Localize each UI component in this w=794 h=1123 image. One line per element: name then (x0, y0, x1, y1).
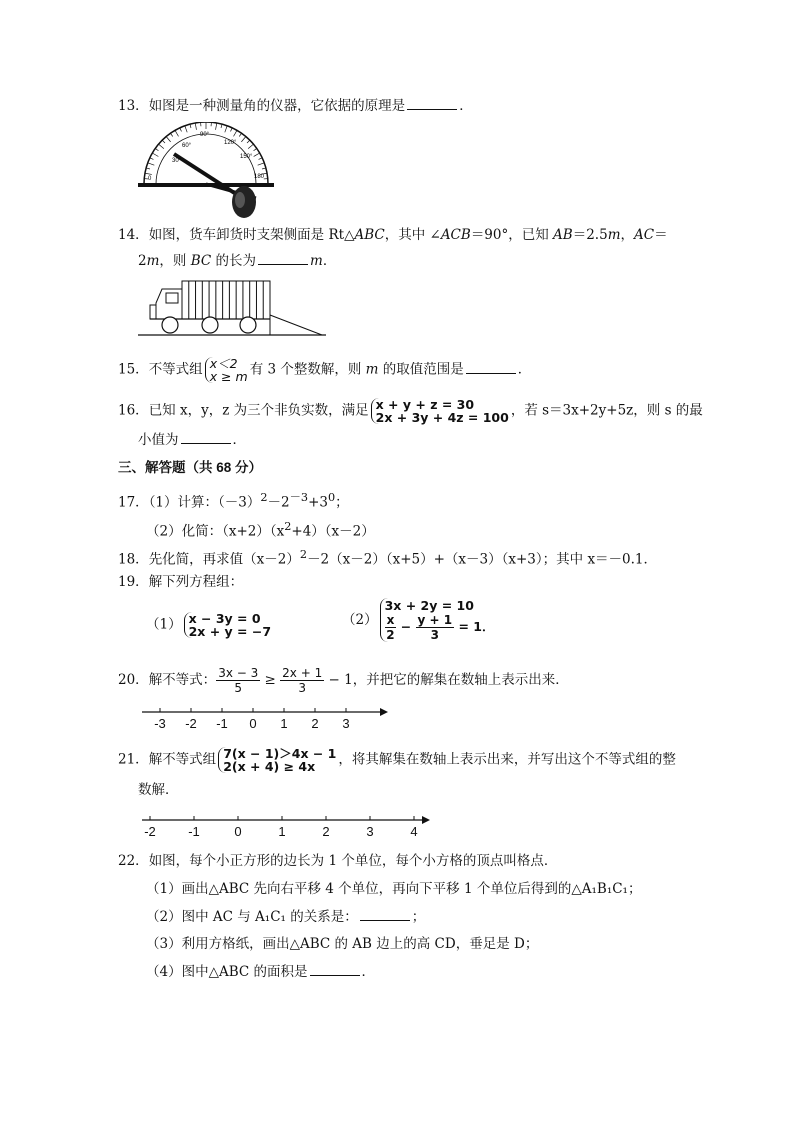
question-21 (118, 747, 676, 773)
q16-text-l2: 小值为 (138, 432, 179, 448)
q20-frac2-num: 2x + 1 (282, 666, 323, 680)
question-21-line-2: 数解． (138, 782, 179, 798)
q13-end: ． (459, 98, 473, 114)
q16-end: ． (232, 432, 246, 448)
q21-system (218, 747, 336, 773)
q17-sup2: －3 (289, 491, 309, 504)
question-22-part-2 (146, 907, 425, 927)
protractor-tick (254, 148, 257, 150)
q19-p1-eq1: x − 3y = 0 (188, 611, 261, 626)
q21-eq2: 2(x + 4) ≥ 4x (223, 759, 316, 774)
axis-tick-label: -3 (154, 716, 166, 731)
question-22-part-3: （3）利用方格纸，画出△ABC 的 AB 边上的高 CD，垂足是 D； (146, 936, 539, 952)
protractor-tick (162, 140, 165, 143)
protractor-tick (185, 126, 187, 133)
q19-p1-system (184, 612, 271, 638)
q17-number: 17． (118, 494, 149, 511)
q18-text-b: －2（x－2）（x+5）+（x－3）（x+3）；其中 x＝－0.1． (307, 551, 658, 568)
q19-p2-frac2 (416, 613, 455, 642)
q14-text-2e: 的长为 (211, 253, 257, 269)
protractor-tick (258, 163, 265, 165)
q14-m3: m (310, 253, 323, 269)
number-line-20 (140, 700, 390, 736)
protractor-figure (136, 122, 276, 222)
q22-p2-end: ； (411, 909, 426, 925)
protractor-tick (247, 140, 250, 143)
protractor-tick (190, 124, 191, 128)
q16-text-a: 已知 x，y，z 为三个非负实数，满足 (148, 402, 369, 419)
protractor-tick (216, 123, 217, 130)
q14-text-2c: ，则 (159, 253, 191, 269)
protractor-tick (175, 130, 179, 136)
protractor-tick (155, 148, 158, 150)
question-20 (118, 666, 569, 695)
q16-system (371, 398, 509, 424)
axis-tick-label: 0 (234, 824, 242, 839)
q15-system (205, 357, 248, 383)
q17-p1b: －2 (267, 494, 290, 511)
q19-text: 解下列方程组： (148, 574, 244, 590)
q16-blank (181, 431, 231, 444)
question-16 (118, 398, 703, 424)
question-18 (118, 545, 657, 570)
q22-p4-text: （4）图中△ABC 的面积是 (146, 964, 308, 980)
protractor-label-180: 180 (254, 174, 265, 180)
q15-eq2: x ≥ m (209, 369, 248, 384)
q20-text-a: 解不等式： (148, 672, 217, 688)
axis-tick-label: -2 (185, 716, 197, 731)
q15-number: 15． (118, 361, 149, 378)
section-3-heading: 三、解答题（共 68 分） (118, 460, 263, 475)
question-14-line-1 (118, 225, 668, 245)
question-19 (118, 572, 243, 592)
axis-tick-label: 1 (278, 824, 286, 839)
axis-tick-label: -1 (216, 716, 228, 731)
question-14-line-2 (138, 251, 336, 271)
protractor-label-0: 0 (148, 176, 152, 182)
protractor-tick (254, 153, 260, 157)
q19-p2-frac1 (385, 613, 397, 642)
q19-p2-frac1-num: x (386, 613, 395, 627)
q17-sup3: 0 (327, 491, 336, 504)
q22-p2-text: （2）图中 AC 与 A₁C₁ 的关系是： (146, 909, 358, 925)
number-line-21 (140, 812, 435, 842)
axis-tick-label: -2 (144, 824, 156, 839)
q14-two: 2 (138, 253, 147, 269)
q20-text-b: − 1，并把它的解集在数轴上表示出来． (328, 672, 569, 688)
q14-ac: AC (634, 227, 655, 243)
q22-text: 如图，每个小正方形的边长为 1 个单位，每个小方格的顶点叫格点． (148, 853, 558, 869)
protractor-label-30: 30° (172, 158, 182, 164)
q14-end: ． (322, 253, 337, 269)
question-19-part-1 (146, 612, 273, 638)
protractor-tick (231, 128, 233, 132)
protractor-label-60: 60° (182, 143, 192, 149)
q20-frac1-num: 3x − 3 (218, 666, 259, 680)
q14-bc: BC (190, 253, 212, 269)
protractor-tick (248, 144, 253, 148)
q15-text-a: 不等式组 (148, 361, 203, 378)
q13-blank (407, 97, 457, 110)
protractor-tick (241, 137, 245, 142)
axis-tick-label: 1 (280, 716, 288, 731)
q15-text-c: 的取值范围是 (378, 361, 464, 378)
question-22 (118, 851, 557, 871)
q17-p2: （2）化简：（x+2）（x (146, 523, 285, 540)
q17-p2b: +4）（x－2） (291, 523, 375, 540)
q17-p2sup: 2 (284, 520, 292, 533)
q22-p4-end: ． (361, 964, 376, 980)
q16-number: 16． (118, 402, 149, 419)
q19-p2-system: 3x + 2y = 10 $\frac{x}{2}$ − $\frac{y + 1}{3}$ = 1． (380, 598, 495, 642)
q20-frac2 (280, 666, 324, 695)
q14-ab: AB (553, 227, 573, 243)
q19-p2-label: （2） (342, 612, 378, 628)
protractor-label-150: 150° (240, 154, 253, 160)
question-19-part-2 (342, 598, 497, 642)
q21-text-a: 解不等式组 (148, 751, 217, 768)
q14-number: 14． (118, 227, 149, 243)
q21-text-b: ，将其解集在数轴上表示出来，并写出这个不等式组的整 (338, 751, 676, 768)
q14-text-g: ＝2.5 (572, 227, 608, 243)
q14-blank (258, 252, 308, 265)
q13-text: 如图是一种测量角的仪器，它依据的原理是 (148, 98, 406, 114)
q14-acb: ACB (440, 227, 471, 243)
q16-text-b: ，若 s＝3x+2y+5z，则 s 的最 (510, 402, 703, 419)
q19-p2-rhs: = 1． (458, 619, 495, 634)
q14-m1: m (607, 227, 621, 243)
question-17-part-1 (118, 488, 349, 513)
q16-eq2: 2x + 3y + 4z = 100 (375, 410, 509, 425)
q18-text-a: 先化简，再求值（x－2） (148, 551, 300, 568)
question-22-part-4 (146, 962, 375, 982)
q20-frac1-den: 5 (234, 681, 243, 695)
q19-p2-frac2-num: y + 1 (417, 613, 453, 627)
q14-text-a: 如图，货车卸货时支架侧面是 Rt△ (148, 227, 355, 243)
q15-end: ． (517, 361, 532, 378)
protractor-tick (225, 126, 227, 133)
q21-number: 21． (118, 751, 149, 768)
q19-number: 19． (118, 574, 149, 590)
protractor-tick (148, 163, 155, 165)
question-16-line-2 (138, 430, 246, 450)
q13-number: 13． (118, 98, 149, 114)
axis-tick-label: 2 (322, 824, 330, 839)
protractor-tick (145, 173, 152, 174)
question-13 (118, 96, 473, 116)
protractor-tick (170, 133, 172, 136)
protractor-tick (262, 168, 266, 169)
question-22-part-1: （1）画出△ABC 先向右平移 4 个单位，再向下平移 1 个单位后得到的△A₁B₁C₁； (146, 881, 642, 897)
axis-tick-label: 0 (249, 716, 257, 731)
axis-tick-label: 3 (366, 824, 374, 839)
question-17-part-2 (146, 517, 375, 542)
truck-figure (138, 279, 328, 341)
q14-text-i: ， (620, 227, 635, 243)
protractor-tick (180, 128, 182, 132)
protractor-tick (166, 137, 170, 142)
q19-p1-eq2: 2x + y = −7 (188, 624, 272, 639)
q19-p1-label: （1） (146, 616, 182, 633)
q22-p4-blank (310, 963, 360, 976)
q17-sup1: 2 (260, 491, 268, 504)
q14-text-e: ＝90°，已知 (470, 227, 554, 243)
protractor-label-120: 120° (224, 140, 237, 146)
q14-m2: m (146, 253, 160, 269)
q15-blank (466, 361, 516, 374)
q20-number: 20． (118, 672, 149, 688)
protractor-tick (234, 130, 238, 136)
axis-tick-label: 3 (342, 716, 350, 731)
protractor-tick (152, 153, 158, 157)
q15-eq1: x＜2 (209, 356, 238, 371)
protractor-tick (159, 144, 164, 148)
q14-abc: ABC (354, 227, 385, 243)
question-15 (118, 357, 531, 383)
axis-tick-label: 4 (410, 824, 418, 839)
q16-eq1: x + y + z = 30 (375, 397, 475, 412)
protractor-tick (195, 123, 196, 130)
q19-p2-eq1: 3x + 2y = 10 (384, 598, 474, 613)
protractor-tick (150, 158, 154, 160)
q14-text-k: ＝ (654, 227, 668, 243)
protractor-tick (221, 124, 222, 128)
q20-frac1 (216, 666, 260, 695)
q15-m: m (365, 361, 379, 378)
q19-p2-frac2-den: 3 (430, 628, 439, 642)
q17-p1d: ； (335, 494, 349, 511)
q22-number: 22． (118, 853, 149, 869)
q17-p1: （1）计算：（－3） (148, 494, 261, 511)
axis-tick-label: -1 (188, 824, 200, 839)
q14-text-c: ，其中 ∠ (384, 227, 441, 243)
q17-p1c: +3 (308, 494, 328, 511)
protractor-tick (146, 168, 150, 169)
axis-tick-label: 2 (311, 716, 319, 731)
q19-p2-frac1-den: 2 (386, 628, 395, 642)
q15-text-b: 有 3 个整数解，则 (249, 361, 366, 378)
q18-number: 18． (118, 551, 149, 568)
protractor-tick (239, 133, 241, 136)
protractor-tick (259, 158, 263, 160)
q22-p2-blank (360, 908, 410, 921)
q18-sup: 2 (299, 548, 308, 561)
q20-ge: ≥ (264, 672, 276, 688)
q20-frac2-den: 3 (298, 681, 306, 695)
q21-eq1: 7(x − 1)＞4x − 1 (223, 746, 337, 761)
protractor-label-90: 90° (200, 132, 210, 138)
